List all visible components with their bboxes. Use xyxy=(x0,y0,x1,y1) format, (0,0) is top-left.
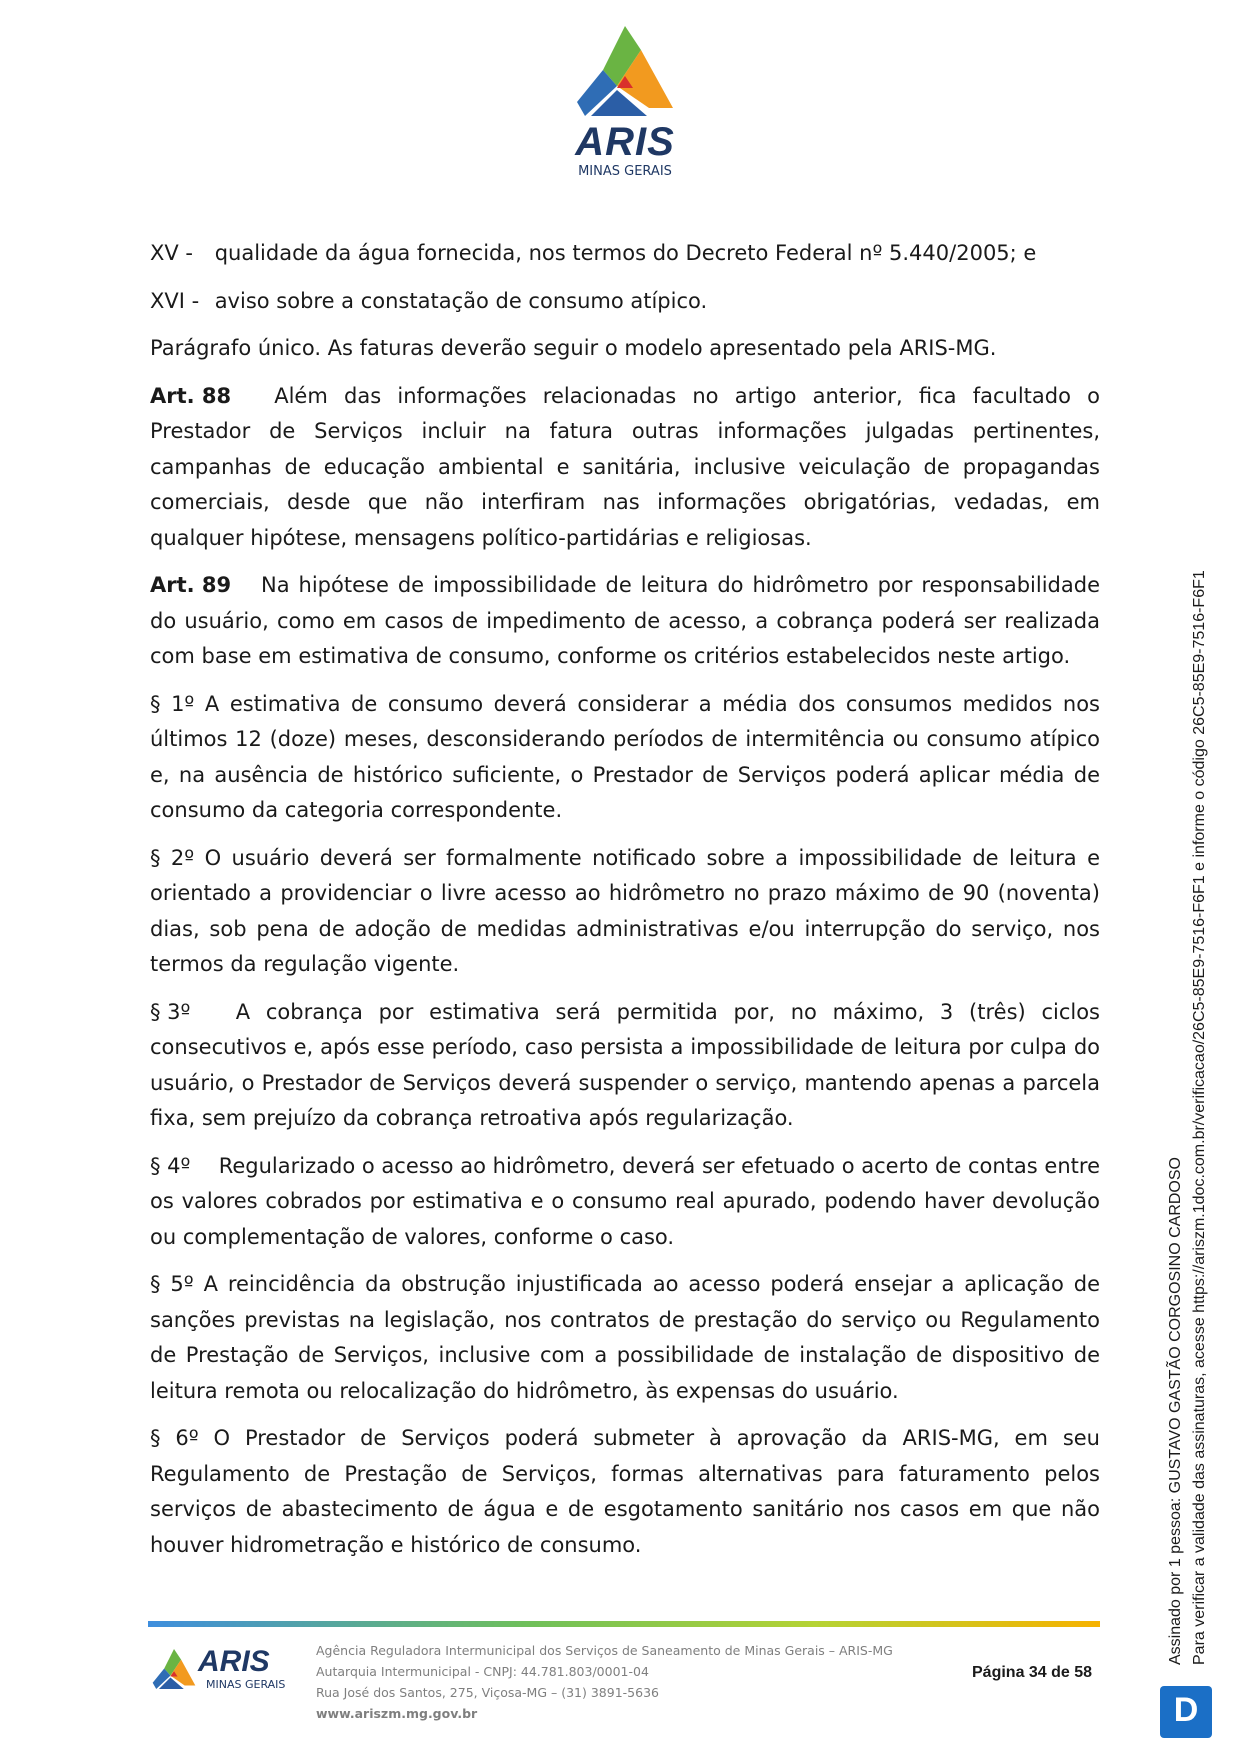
article-88 xyxy=(150,379,1100,557)
article-88-text: Além das informações relacionadas no artigo anterior, fica facultado o Prestador de Serviços incluir na fatura outras informações julgadas pertinentes, campanhas de educação ambiental e sanitária, inclusive veiculação de propagandas comerciais, desde que não interfiram nas informações obrigatórias, vedadas, em qualquer hipótese, mensagens político-partidárias e religiosas. xyxy=(150,383,1100,550)
document-body xyxy=(150,236,1100,1575)
footer-cnpj: Autarquia Intermunicipal - CNPJ: 44.781.803/0001-04 xyxy=(316,1664,649,1679)
page-number: Página 34 de 58 xyxy=(972,1664,1093,1681)
1doc-badge-icon: D xyxy=(1160,1686,1212,1738)
item-xv-label: XV - xyxy=(150,241,194,265)
paragraph-3 xyxy=(150,995,1100,1137)
paragraph-4-label: § 4º xyxy=(150,1153,191,1178)
signature-notice: Assinado por 1 pessoa: GUSTAVO GASTÃO CORGOSINO CARDOSO xyxy=(1167,1157,1184,1665)
item-xv-text: qualidade da água fornecida, nos termos do Decreto Federal nº 5.440/2005; e xyxy=(214,241,1037,265)
footer-info xyxy=(316,1640,893,1724)
header-logo-subtitle: MINAS GERAIS xyxy=(578,164,672,179)
article-88-label: Art. 88 xyxy=(150,383,232,408)
footer-logo-subtitle: MINAS GERAIS xyxy=(206,1678,286,1691)
item-xvi-text: aviso sobre a constatação de consumo atípico. xyxy=(214,288,708,313)
paragraph-6: § 6º O Prestador de Serviços poderá submeter à aprovação da ARIS-MG, em seu Regulamento de Prestação de Serviços, formas alternativas para faturamento pelos serviços de abastecimento de água e de esgotamento sanitário nos casos em que não houver hidrometração e histórico de consumo. xyxy=(150,1426,1100,1557)
article-89-text: Na hipótese de impossibilidade de leitura do hidrômetro por responsabilidade do usuário, como em casos de impedimento de acesso, a cobrança poderá ser realizada com base em estimativa de consumo, conforme os critérios estabelecidos neste artigo. xyxy=(150,573,1100,668)
paragrafo-unico: Parágrafo único. As faturas deverão seguir o modelo apresentado pela ARIS-MG. xyxy=(150,336,997,360)
article-89 xyxy=(150,568,1100,675)
header-logo xyxy=(565,26,685,179)
footer-logo-wordmark: ARIS xyxy=(198,1645,270,1678)
paragraph-4 xyxy=(150,1149,1100,1256)
aris-logo-icon xyxy=(577,26,673,116)
footer-address: Rua José dos Santos, 275, Viçosa-MG – (31) 3891-5636 xyxy=(316,1685,659,1700)
paragraph-2: § 2º O usuário deverá ser formalmente notificado sobre a impossibilidade de leitura e orientado a providenciar o livre acesso ao hidrômetro no prazo máximo de 90 (noventa) dias, sob pena de adoção de medidas administrativas e/ou interrupção do serviço, nos termos da regulação vigente. xyxy=(150,845,1100,976)
item-xvi xyxy=(150,284,1100,320)
footer-logo xyxy=(152,1643,302,1693)
paragraph-1: § 1º A estimativa de consumo deverá considerar a média dos consumos medidos nos últimos 12 (doze) meses, desconsiderando períodos de intermitência ou consumo atípico e, na ausência de histórico suficiente, o Prestador de Serviços poderá aplicar média de consumo da categoria correspondente. xyxy=(150,691,1100,822)
header-logo-wordmark: ARIS xyxy=(575,120,675,164)
aris-logo-small-icon xyxy=(152,1649,196,1689)
paragraph-4-text: Regularizado o acesso ao hidrômetro, deverá ser efetuado o acerto de contas entre os valores cobrados por estimativa e o consumo real apurado, podendo haver devolução ou complementação de valores, conforme o caso. xyxy=(150,1153,1100,1249)
item-xv xyxy=(150,236,1100,272)
item-xvi-label: XVI - xyxy=(150,288,200,313)
paragraph-5: § 5º A reincidência da obstrução injustificada ao acesso poderá ensejar a aplicação de sanções previstas na legislação, nos contratos de prestação do serviço ou Regulamento de Prestação de Serviços, inclusive com a possibilidade de instalação de dispositivo de leitura remota ou relocalização do hidrômetro, às expensas do usuário. xyxy=(150,1272,1100,1403)
footer-agency-name: Agência Reguladora Intermunicipal dos Serviços de Saneamento de Minas Gerais – ARIS-MG xyxy=(316,1643,893,1658)
footer-divider xyxy=(148,1621,1100,1627)
article-89-label: Art. 89 xyxy=(150,573,232,597)
paragraph-3-text: A cobrança por estimativa será permitida por, no máximo, 3 (três) ciclos consecutivos e, após esse período, caso persista a impossibilidade de leitura por culpa do usuário, o Prestador de Serviços deverá suspender o serviço, mantendo apenas a parcela fixa, sem prejuízo da cobrança retroativa após regularização. xyxy=(150,999,1100,1130)
footer-website-link[interactable]: www.ariszm.mg.gov.br xyxy=(316,1706,478,1721)
paragraph-3-label: § 3º xyxy=(150,999,191,1024)
signature-verification-link[interactable]: Para verificar a validade das assinaturas, acesse https://ariszm.1doc.com.br/verificacao/26C5-85E9-7516-F6F1 e informe o código 26C5-85E9-7516-F6F1 xyxy=(1191,570,1208,1665)
